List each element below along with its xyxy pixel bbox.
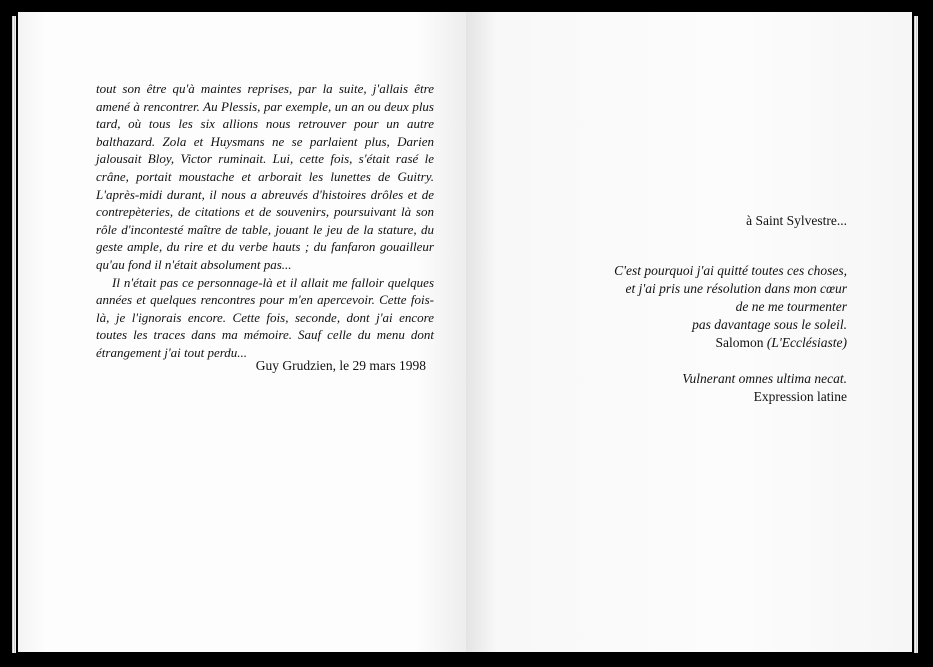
quote-line-1: C'est pourquoi j'ai quitté toutes ces choses, [614,263,847,278]
quote-attribution [614,334,847,352]
latin-label: Expression latine [753,389,847,404]
latin-quote: Vulnerant omnes ultima necat. [682,371,847,386]
quote-source: (L'Ecclésiaste) [766,335,847,350]
quote-author: Salomon [715,335,764,350]
dedication: à Saint Sylvestre... [746,213,847,228]
quote-line-4: pas davantage sous le soleil. [692,317,847,332]
signature-line: Guy Grudzien, le 29 mars 1998 [255,358,426,373]
quote-line-3: de ne me tourmenter [735,299,847,314]
paragraph-2: Il n'était pas ce personnage-là et il allait me falloir quelques années et quelques rencontres pour m'en apercevoir. Cette fois-là, je l'ignorais encore. Cette fois, seconde, dont j'ai encore toutes les traces dans ma mémoire. Sauf celle du menu dont étrangement j'ai tout perdu... [96,274,434,360]
left-page-text [96,80,434,362]
left-page-edges [12,16,16,653]
right-page-edges [914,16,918,653]
paragraph-1: tout son être qu'à maintes reprises, par la suite, j'allais être amené à rencontrer. Au Plessis, par exemple, un an ou deux plus tard, où tous les six allions nous retrouver pour un autre balthazard. Zola et Huysmans ne se parlaient plus, Darien jalousait Bloy, Victor ruminait. Lui, cette fois, s'était rasé le crâne, portait moustache et arborait les lunettes de Guitry. L'après-midi durant, il nous a abreuvés d'histoires drôles et de contrepèteries, de citations et de souvenirs, poursuivant là son rôle d'incontesté maître de table, jouant le jeu de la stature, du geste ample, du rire et du verbe hauts ; du fanfaron gouailleur qu'au fond il n'était absolument pas... [96,81,434,272]
quote-line-2: et j'ai pris une résolution dans mon cœur [625,281,847,296]
epigraph-block [614,212,847,406]
